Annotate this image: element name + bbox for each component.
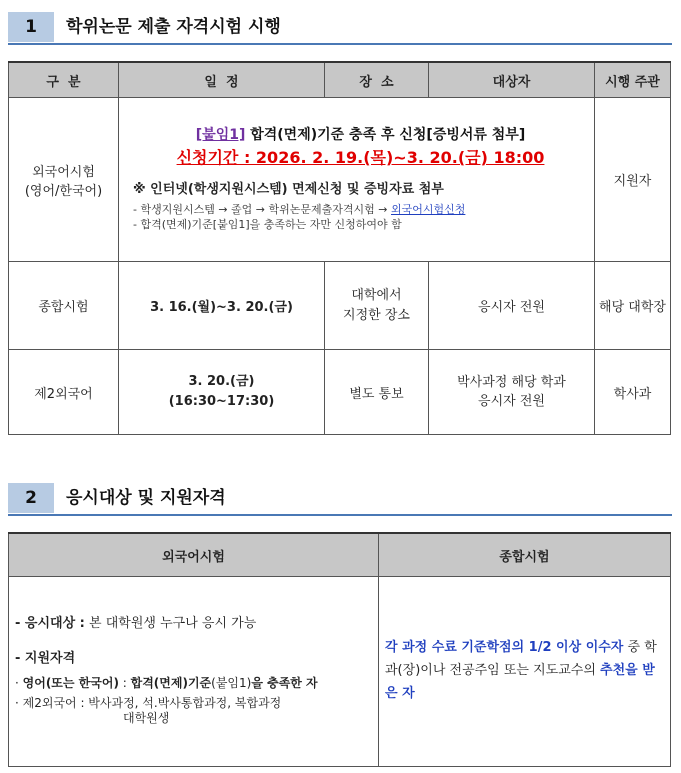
- eligibility-header-row: [9, 533, 671, 577]
- table-row-comprehensive: [9, 262, 671, 350]
- cell-category: 종합시험: [9, 262, 119, 350]
- application-period: 신청기간 : 2026. 2. 19.(목)~3. 20.(금) 18:00: [176, 148, 545, 168]
- cell-organizer: 학사과: [595, 350, 671, 435]
- target-line1: 박사과정 해당 학과: [457, 374, 566, 390]
- foreign-language-notice: [119, 98, 595, 262]
- cell-schedule: [119, 350, 325, 435]
- online-notice: ※ 인터넷(학생지원시스템) 면제신청 및 증빙자료 첨부: [133, 182, 444, 198]
- target-label: - 응시대상 :: [15, 616, 85, 632]
- cell-place: 별도 통보: [325, 350, 429, 435]
- category-line1: 외국어시험: [32, 164, 95, 180]
- place-line1: 대학에서: [351, 288, 402, 303]
- schedule-header-row: [9, 62, 671, 98]
- header-comprehensive-exam: 종합시험: [379, 533, 671, 577]
- section2-divider: [8, 514, 672, 516]
- table-row-foreign-language: [9, 98, 671, 262]
- q1-bold1: 영어(또는 한국어): [22, 676, 119, 690]
- foreign-exam-eligibility: [9, 577, 379, 767]
- notice-sub1-text: - 학생지원시스템 → 졸업 → 학위논문제출자격시험 →: [133, 202, 391, 216]
- header-category: 구 분: [9, 62, 119, 98]
- table-row-second-language: [9, 350, 671, 435]
- section2-title: 응시대상 및 지원자격: [66, 488, 226, 508]
- cell-organizer: 해당 대학장: [595, 262, 671, 350]
- section1-heading: [8, 12, 672, 42]
- q1-bold2: 합격(면제)기준: [130, 676, 212, 690]
- eligibility-text1: 중 학과(장)이나 전공주임 또는 지도교수의: [385, 640, 657, 679]
- cell-place: [325, 262, 429, 350]
- cell-category: [9, 98, 119, 262]
- eligibility-blue1: 각 과정 수료 기준학점의 1/2 이상 이수자: [385, 640, 624, 656]
- target-line2: 응시자 전원: [478, 394, 545, 409]
- category-line2: (영어/한국어): [24, 183, 103, 199]
- exam-target: [15, 616, 372, 633]
- foreign-exam-apply-link[interactable]: 외국어시험신청: [391, 202, 466, 216]
- q1-bold3: 을 충족한 자: [251, 676, 318, 690]
- place-line2: 지정한 장소: [343, 307, 410, 323]
- notice-line1: [133, 127, 588, 145]
- section1-number: 1: [8, 12, 54, 42]
- cell-target: 응시자 전원: [429, 262, 595, 350]
- qualification-item2: · 제2외국어 : 박사과정, 석.박사통합과정, 복합과정: [15, 695, 282, 710]
- header-target: 대상자: [429, 62, 595, 98]
- section2-heading: [8, 483, 672, 513]
- eligibility-row: [9, 577, 671, 767]
- schedule-line1: 3. 20.(금): [188, 373, 255, 389]
- notice-line1-text: 합격(면제)기준 충족 후 신청[증빙서류 첨부]: [245, 126, 526, 143]
- schedule-table: [8, 61, 671, 435]
- comprehensive-exam-eligibility: [379, 577, 671, 767]
- cell-category: 제2외국어: [9, 350, 119, 435]
- cell-target: [429, 350, 595, 435]
- qualification-item2-cont: 대학원생: [123, 711, 170, 726]
- eligibility-blue2: 추천을 받은 자: [385, 663, 655, 701]
- header-place: 장 소: [325, 62, 429, 98]
- target-text: 본 대학원생 누구나 응시 가능: [84, 616, 257, 632]
- attachment-link[interactable]: [붙임1]: [195, 126, 246, 143]
- schedule-line2: (16:30~17:30): [168, 394, 275, 409]
- header-organizer: 시행 주관: [595, 62, 671, 98]
- qualification-label: - 지원자격: [15, 651, 76, 667]
- cell-organizer: 지원자: [595, 98, 671, 262]
- header-schedule: 일 정: [119, 62, 325, 98]
- section1-title: 학위논문 제출 자격시험 시행: [66, 17, 281, 37]
- q1-prefix: ·: [15, 676, 23, 690]
- q1-mid: :: [118, 676, 131, 690]
- qualification-item1: [15, 676, 372, 692]
- notice-sub2: - 합격(면제)기준[붙임1]을 충족하는 자만 신청하여야 함: [133, 218, 402, 232]
- notice-sub1: [133, 203, 588, 217]
- cell-schedule: 3. 16.(월)~3. 20.(금): [119, 262, 325, 350]
- eligibility-table: [8, 532, 671, 767]
- header-foreign-exam: 외국어시험: [9, 533, 379, 577]
- section2-number: 2: [8, 483, 54, 513]
- q1-small: (붙임1): [211, 676, 252, 690]
- section1-divider: [8, 43, 672, 45]
